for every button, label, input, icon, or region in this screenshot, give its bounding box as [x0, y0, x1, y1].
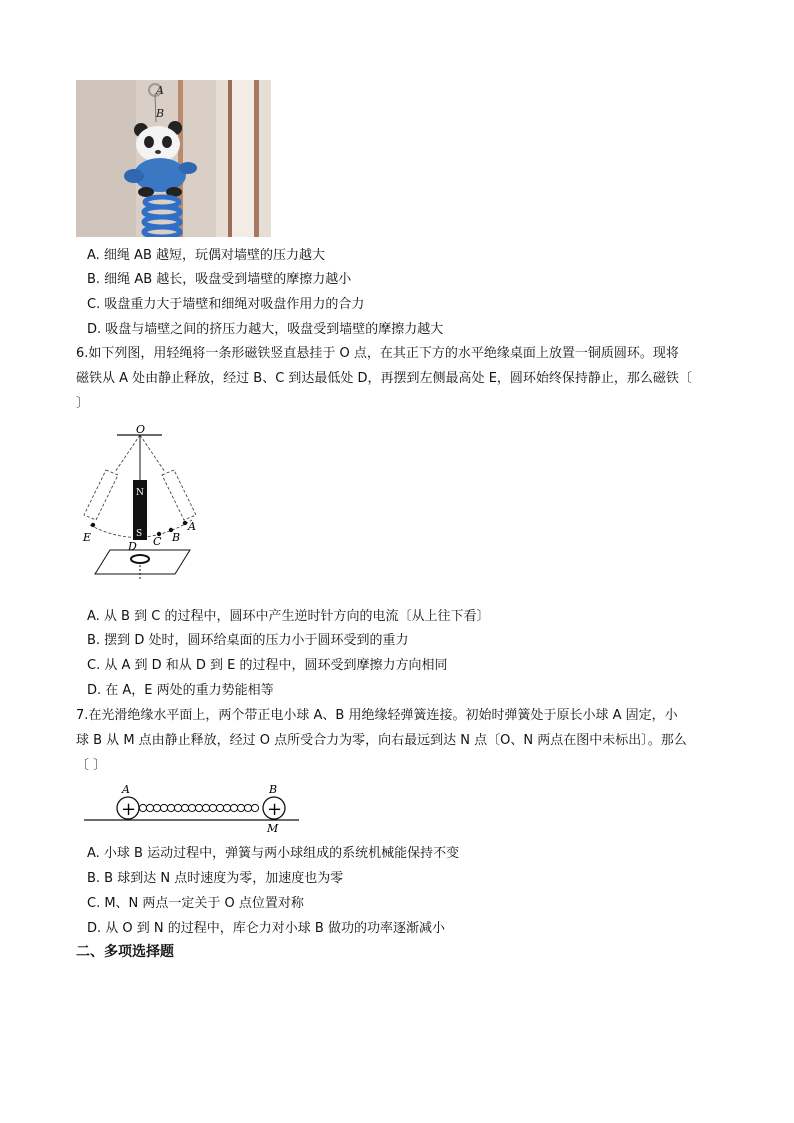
q7-label-b: B: [269, 783, 278, 796]
label-c: C: [153, 535, 162, 548]
q6-option-d: D. 在 A，E 两处的重力势能相等: [87, 683, 274, 698]
label-o: O: [136, 423, 146, 436]
photo-label-b: B: [156, 107, 165, 120]
q6-option-a: A. 从 B 到 C 的过程中，圆环中产生逆时针方向的电流〔从上往下看〕: [87, 609, 490, 624]
label-b: B: [172, 531, 181, 544]
q5-option-c: C. 吸盘重力大于墙壁和细绳对吸盘作用力的合力: [87, 297, 365, 312]
q6-stem-line-1: 6.如下列图，用轻绳将一条形磁铁竖直悬挂于 O 点，在其正下方的水平绝缘桌面上放置一铜质圆环。现将: [76, 346, 679, 361]
label-d: D: [128, 540, 137, 553]
q7-option-a: A. 小球 B 运动过程中，弹簧与两小球组成的系统机械能保持不变: [87, 846, 460, 861]
q6-option-c: C. 从 A 到 D 和从 D 到 E 的过程中，圆环受到摩擦力方向相同: [87, 658, 448, 673]
q7-stem-line-1: 7.在光滑绝缘水平面上，两个带正电小球 A、B 用绝缘轻弹簧连接。初始时弹簧处于原长小球 A 固定，小: [76, 708, 678, 723]
label-n: N: [136, 488, 144, 498]
q5-option-a: A. 细绳 AB 越短，玩偶对墙壁的压力越大: [87, 248, 326, 263]
photo-label-a: A: [156, 84, 164, 97]
q7-option-b: B. B 球到达 N 点时速度为零，加速度也为零: [87, 871, 344, 886]
spring-balls-figure: [84, 780, 304, 835]
q6-stem-line-2: 磁铁从 A 处由静止释放，经过 B、C 到达最低处 D，再摆到左侧最高处 E，圆环始终保持静止，那么磁铁〔: [76, 371, 692, 386]
q7-label-a: A: [122, 783, 130, 796]
pendulum-magnet-figure: [80, 420, 210, 580]
q7-option-c: C. M、N 两点一定关于 O 点位置对称: [87, 896, 304, 911]
label-a: A: [188, 520, 196, 533]
q7-stem-line-2: 球 B 从 M 点由静止释放，经过 O 点所受合力为零，向右最远到达 N 点〔O、N 两点在图中未标出〕。那么: [76, 733, 687, 748]
q5-option-d: D. 吸盘与墙壁之间的挤压力越大，吸盘受到墙壁的摩擦力越大: [87, 322, 444, 337]
q7-stem-line-3: 〔 〕: [76, 758, 107, 773]
ball-a-plus: +: [121, 799, 137, 820]
q5-option-b: B. 细绳 AB 越长，吸盘受到墙壁的摩擦力越小: [87, 272, 352, 287]
q6-option-b: B. 摆到 D 处时，圆环给桌面的压力小于圆环受到的重力: [87, 633, 409, 648]
panda-photo: [76, 80, 271, 237]
q6-stem-line-3: 〕: [76, 396, 90, 411]
label-s: S: [136, 529, 143, 539]
ball-b-plus: +: [267, 799, 283, 820]
q7-option-d: D. 从 O 到 N 的过程中，库仑力对小球 B 做功的功率逐渐减小: [87, 921, 445, 936]
label-e: E: [83, 531, 92, 544]
section-heading: 二、多项选择题: [76, 944, 174, 960]
q7-label-m: M: [267, 822, 279, 835]
